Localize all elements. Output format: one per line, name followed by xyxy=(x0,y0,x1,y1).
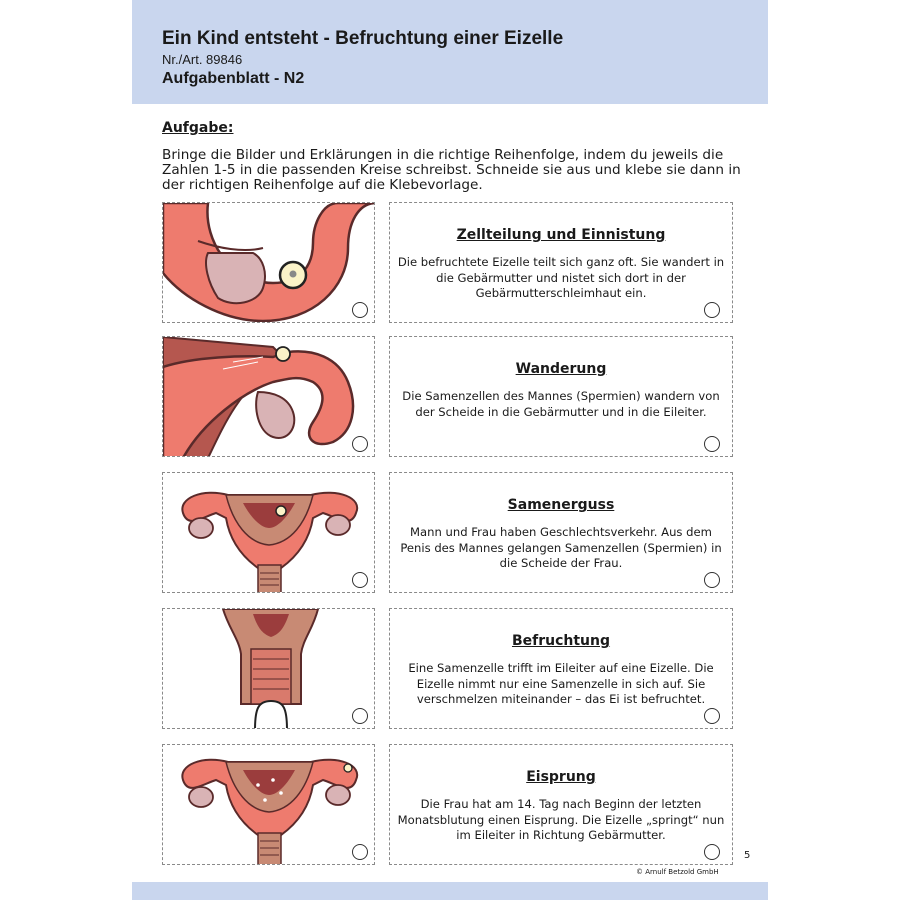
card-text: Die Frau hat am 14. Tag nach Beginn der letzten Monatsblutung einen Eisprung. Die Eizelle „springt“ nun im Eileiter in Richtung Gebärmutter. xyxy=(397,797,725,842)
copyright-notice: © Arnulf Betzold GmbH xyxy=(636,868,719,876)
text-card-4[interactable] xyxy=(389,608,733,729)
card-title: Befruchtung xyxy=(511,633,611,649)
uterus-sperm-icon xyxy=(163,745,375,865)
card-title: Zellteilung und Einnistung xyxy=(456,227,666,243)
task-instructions: Bringe die Bilder und Erklärungen in die richtige Reihenfolge, indem du jeweils die Zahlen 1-5 in die passenden Kreise schreibst. Schneide sie aus und klebe sie dann in der richtigen Reihenfolge auf die Klebevorlage. xyxy=(162,147,741,193)
page-title: Ein Kind entsteht - Befruchtung einer Eizelle xyxy=(162,28,564,49)
number-circle[interactable] xyxy=(704,708,720,724)
number-circle[interactable] xyxy=(352,844,368,860)
number-circle[interactable] xyxy=(352,572,368,588)
number-circle[interactable] xyxy=(704,572,720,588)
uterus-implantation-icon xyxy=(163,473,375,593)
card-title: Samenerguss xyxy=(507,497,615,513)
number-circle[interactable] xyxy=(352,302,368,318)
header-band xyxy=(132,0,768,104)
image-card-1[interactable] xyxy=(162,202,375,323)
task-heading: Aufgabe: xyxy=(162,120,234,136)
number-circle[interactable] xyxy=(352,436,368,452)
card-text: Die Samenzellen des Mannes (Spermien) wandern von der Scheide in die Gebärmutter und in die Eileiter. xyxy=(402,389,720,419)
card-text: Die befruchtete Eizelle teilt sich ganz oft. Sie wandert in die Gebärmutter und nistet sich dort in der Gebärmutterschleimhaut ein. xyxy=(397,255,725,300)
text-card-3[interactable] xyxy=(389,472,733,593)
card-text: Mann und Frau haben Geschlechtsverkehr. Aus dem Penis des Mannes gelangen Samenzellen (Spermien) in die Scheide der Frau. xyxy=(400,525,722,570)
image-card-4[interactable] xyxy=(162,608,375,729)
number-circle[interactable] xyxy=(352,708,368,724)
text-card-5[interactable] xyxy=(389,744,733,865)
text-card-1[interactable] xyxy=(389,202,733,323)
number-circle[interactable] xyxy=(704,302,720,318)
article-number: Nr./Art. 89846 xyxy=(162,52,243,67)
number-circle[interactable] xyxy=(704,436,720,452)
page-number: 5 xyxy=(744,850,751,861)
image-card-3[interactable] xyxy=(162,472,375,593)
card-title: Eisprung xyxy=(526,769,596,785)
vagina-penis-icon xyxy=(163,609,375,729)
card-title: Wanderung xyxy=(515,361,607,377)
number-circle[interactable] xyxy=(704,844,720,860)
footer-band xyxy=(132,882,768,900)
card-text: Eine Samenzelle trifft im Eileiter auf eine Eizelle. Die Eizelle nimmt nur eine Samenzelle in sich auf. Sie verschmelzen miteinander – das Ei ist befruchtet. xyxy=(408,661,714,706)
text-card-2[interactable] xyxy=(389,336,733,457)
fallopian-tube-sperm-icon xyxy=(163,337,375,457)
image-card-5[interactable] xyxy=(162,744,375,865)
worksheet-label: Aufgabenblatt - N2 xyxy=(162,70,305,87)
image-card-2[interactable] xyxy=(162,336,375,457)
fallopian-tube-egg-icon xyxy=(163,203,375,323)
